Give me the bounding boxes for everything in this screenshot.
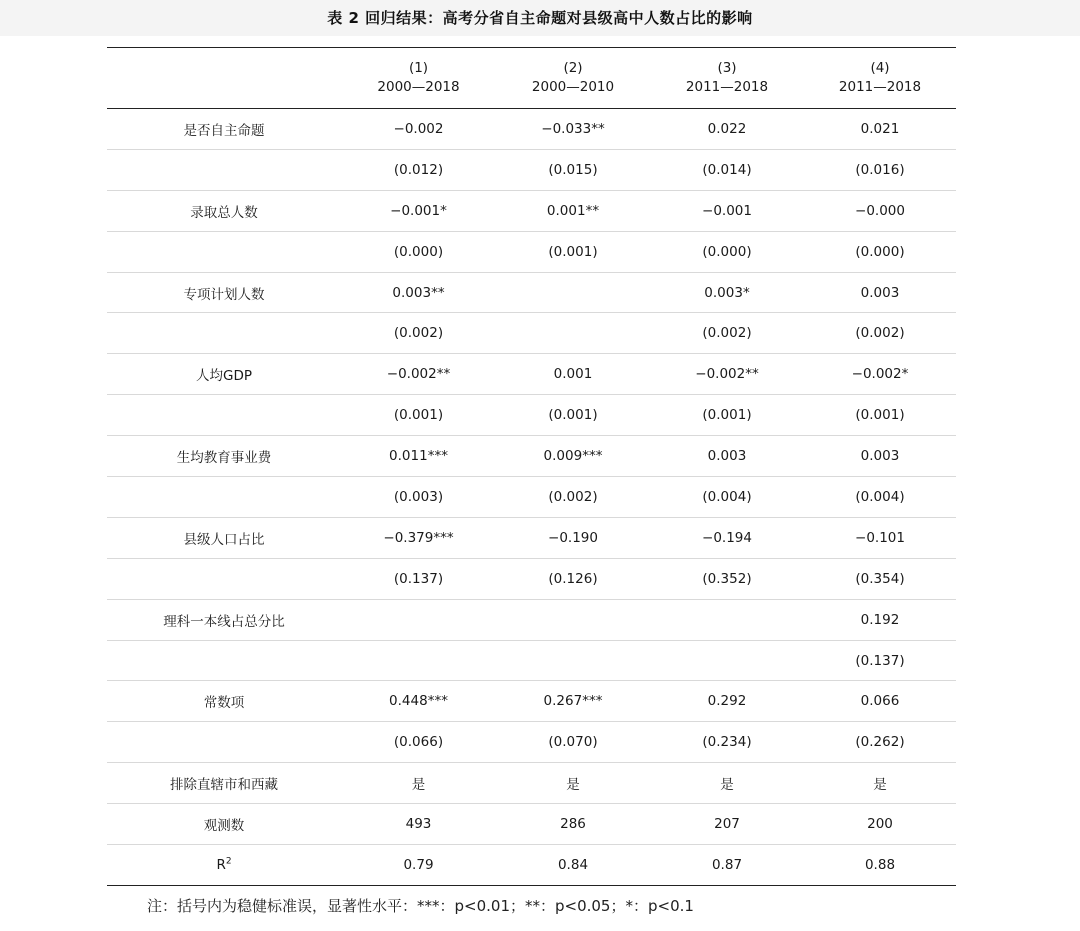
row-label: 县级人口占比 xyxy=(183,531,265,548)
row-label xyxy=(107,313,341,354)
table-cell: −0.033** xyxy=(541,120,605,137)
table-cell: 0.87 xyxy=(711,856,743,873)
table-cell: (0.066) xyxy=(393,734,444,751)
row-label: 常数项 xyxy=(203,695,245,712)
table-cell: 0.009*** xyxy=(543,448,603,465)
column-period: 2000—2018 xyxy=(377,79,460,95)
row-label: 生均教育事业费 xyxy=(176,450,272,467)
table-cell: 0.021 xyxy=(860,120,900,137)
r-squared-row xyxy=(107,845,956,886)
row-label xyxy=(107,845,341,886)
table-cell: −0.002* xyxy=(851,366,909,383)
table-cell: 0.022 xyxy=(707,120,747,137)
row-label xyxy=(107,722,341,763)
table-cell: (0.002) xyxy=(855,325,905,342)
regression-table xyxy=(107,47,956,886)
table-row-stderr xyxy=(107,477,956,518)
table-row-stderr xyxy=(107,558,956,599)
row-label: 是否自主命题 xyxy=(183,122,265,139)
table-cell: 0.79 xyxy=(403,856,434,873)
table-row xyxy=(107,804,956,845)
table-note: 注：括号内为稳健标准误，显著性水平：***：p<0.01；**：p<0.05；*：p<0.1 xyxy=(147,897,694,915)
table-cell: (0.014) xyxy=(702,161,752,178)
table-cell: −0.000 xyxy=(855,202,905,219)
table-cell: −0.101 xyxy=(855,529,905,546)
table-row-stderr xyxy=(107,313,956,354)
header-blank-cell xyxy=(107,48,341,109)
table-cell: (0.070) xyxy=(548,734,598,751)
table-cell xyxy=(341,640,496,681)
table-cell: 0.003 xyxy=(860,448,900,465)
table-cell: 是 xyxy=(873,777,887,794)
table-cell: (0.016) xyxy=(855,161,905,178)
table-cell: (0.002) xyxy=(548,488,598,505)
table-cell: 207 xyxy=(714,816,740,833)
table-cell: 493 xyxy=(405,816,432,833)
table-cell: −0.002** xyxy=(386,366,451,383)
table-cell: 0.003** xyxy=(392,284,445,301)
table-cell: 0.066 xyxy=(860,693,900,710)
table-cell: (0.137) xyxy=(855,652,905,669)
table-row-stderr xyxy=(107,149,956,190)
table-title: 表 2 回归结果：高考分省自主命题对县级高中人数占比的影响 xyxy=(327,9,753,27)
table-cell: (0.002) xyxy=(702,325,752,342)
table-cell: 是 xyxy=(566,777,580,794)
row-label xyxy=(107,395,341,436)
column-number: (2) xyxy=(563,60,583,76)
table-cell: −0.001* xyxy=(390,202,447,219)
column-number: (1) xyxy=(408,60,429,76)
table-cell: (0.001) xyxy=(702,407,752,424)
r-squared-superscript: 2 xyxy=(225,856,232,867)
row-label xyxy=(107,477,341,518)
table-row xyxy=(107,272,956,313)
table-cell: (0.126) xyxy=(548,570,598,587)
table-row xyxy=(107,436,956,477)
table-cell: (0.003) xyxy=(393,488,444,505)
table-cell: 0.448*** xyxy=(389,693,448,710)
table-cell: 200 xyxy=(867,816,893,833)
table-cell: (0.234) xyxy=(702,734,752,751)
table-cell: (0.137) xyxy=(393,570,444,587)
table-cell: (0.354) xyxy=(855,570,905,587)
table-cell xyxy=(496,272,650,313)
table-cell: 0.84 xyxy=(557,856,589,873)
table-cell: (0.004) xyxy=(855,488,905,505)
table-cell: 0.001** xyxy=(546,202,600,219)
column-number: (3) xyxy=(717,60,737,76)
row-label: 人均GDP xyxy=(196,368,252,385)
table-cell: (0.012) xyxy=(393,161,444,178)
table-cell: 是 xyxy=(720,777,734,794)
row-label: 录取总人数 xyxy=(190,204,258,221)
table-cell: (0.001) xyxy=(393,407,444,424)
row-label xyxy=(107,558,341,599)
table-cell: (0.001) xyxy=(855,407,905,424)
table-cell: 是 xyxy=(411,777,426,794)
row-label: 理科一本线占总分比 xyxy=(163,613,285,630)
row-label xyxy=(107,640,341,681)
table-row xyxy=(107,599,956,640)
table-cell: −0.379*** xyxy=(383,529,454,546)
table-cell: 0.192 xyxy=(860,611,900,628)
table-cell xyxy=(496,599,650,640)
table-cell: 0.003 xyxy=(860,284,900,301)
table-cell: 0.267*** xyxy=(543,693,603,710)
table-row xyxy=(107,109,956,150)
table-cell xyxy=(496,313,650,354)
column-number: (4) xyxy=(870,60,890,76)
row-label xyxy=(107,231,341,272)
table-cell: −0.001 xyxy=(702,202,752,219)
table-cell: −0.194 xyxy=(702,529,752,546)
table-row xyxy=(107,763,956,804)
column-header-3 xyxy=(650,48,804,109)
table-cell: (0.001) xyxy=(548,243,598,260)
table-row xyxy=(107,354,956,395)
table-cell: 0.292 xyxy=(707,693,747,710)
row-label: 专项计划人数 xyxy=(183,286,265,303)
column-header-2 xyxy=(496,48,650,109)
table-cell: (0.000) xyxy=(855,243,905,260)
row-label xyxy=(107,149,341,190)
table-row xyxy=(107,190,956,231)
table-cell: 286 xyxy=(560,816,586,833)
table-row xyxy=(107,517,956,558)
table-cell: (0.262) xyxy=(855,734,905,751)
column-header-4 xyxy=(804,48,956,109)
table-cell: 0.001 xyxy=(553,366,593,383)
table-cell xyxy=(650,599,804,640)
table-cell: (0.000) xyxy=(702,243,752,260)
column-header-1 xyxy=(341,48,496,109)
table-cell xyxy=(496,640,650,681)
table-cell: 0.003 xyxy=(707,448,747,465)
column-period: 2011—2018 xyxy=(685,79,769,95)
table-row xyxy=(107,681,956,722)
table-row-stderr xyxy=(107,231,956,272)
table-cell xyxy=(341,599,496,640)
r-squared-letter: R xyxy=(216,856,226,873)
table-cell: −0.190 xyxy=(548,529,598,546)
table-cell: −0.002** xyxy=(695,366,759,383)
table-row-stderr xyxy=(107,395,956,436)
table-cell: (0.352) xyxy=(702,570,752,587)
table-cell: −0.002 xyxy=(393,120,444,137)
regression-table-container xyxy=(107,47,956,886)
table-cell: 0.88 xyxy=(864,856,896,873)
table-cell: (0.001) xyxy=(548,407,598,424)
table-cell: (0.002) xyxy=(393,325,444,342)
table-cell: (0.000) xyxy=(393,243,444,260)
row-label: 排除直辖市和西藏 xyxy=(170,777,278,794)
table-cell: (0.004) xyxy=(702,488,752,505)
table-cell: 0.003* xyxy=(704,284,750,301)
header-row xyxy=(107,48,956,109)
column-period: 2011—2018 xyxy=(838,79,922,95)
column-period: 2000—2010 xyxy=(531,79,615,95)
table-cell: (0.015) xyxy=(548,161,598,178)
table-row-stderr xyxy=(107,722,956,763)
table-body xyxy=(107,109,956,886)
row-label: 观测数 xyxy=(203,818,245,835)
table-row-stderr xyxy=(107,640,956,681)
table-cell xyxy=(650,640,804,681)
table-cell: 0.011*** xyxy=(389,448,448,465)
